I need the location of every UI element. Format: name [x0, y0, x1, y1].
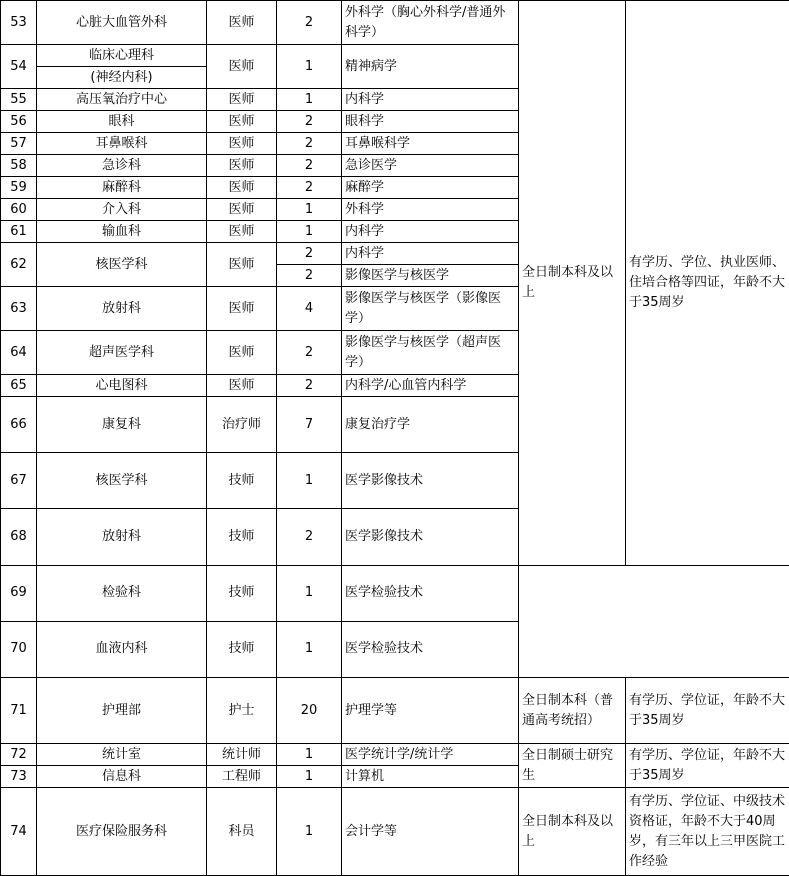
- department-cell: 耳鼻喉科: [37, 133, 207, 155]
- department-cell: 心脏大血管外科: [37, 1, 207, 45]
- row-number: 74: [1, 788, 37, 876]
- position-cell: 医师: [207, 199, 277, 221]
- position-cell: 医师: [207, 155, 277, 177]
- row-number: 72: [1, 744, 37, 766]
- count-cell: 1: [277, 45, 342, 89]
- major-cell: 影像医学与核医学（影像医学）: [342, 287, 519, 331]
- position-cell: 技师: [207, 621, 277, 677]
- requirement-cell: 有学历、学位证，年龄不大于35周岁: [626, 744, 789, 788]
- major-cell: 康复治疗学: [342, 397, 519, 453]
- department-subnote: (神经内科): [37, 67, 207, 89]
- table-row: [1, 678, 789, 744]
- row-number: 61: [1, 221, 37, 243]
- department-cell: 超声医学科: [37, 331, 207, 375]
- count-cell: 2: [277, 375, 342, 397]
- table-row: [1, 788, 789, 876]
- count-cell: 1: [277, 744, 342, 766]
- count-cell: 2: [277, 243, 342, 265]
- position-cell: 医师: [207, 177, 277, 199]
- position-cell: 医师: [207, 1, 277, 45]
- major-cell: 精神病学: [342, 45, 519, 89]
- row-number: 71: [1, 678, 37, 744]
- position-cell: 医师: [207, 45, 277, 89]
- count-cell: 1: [277, 766, 342, 788]
- department-cell: 输血科: [37, 221, 207, 243]
- department-cell: 核医学科: [37, 243, 207, 287]
- major-cell: 会计学等: [342, 788, 519, 876]
- count-cell: 2: [277, 133, 342, 155]
- count-cell: 1: [277, 565, 342, 621]
- row-number: 53: [1, 1, 37, 45]
- requirement-cell: 有学历、学位证，年龄不大于35周岁: [626, 678, 789, 744]
- major-cell: 医学影像技术: [342, 453, 519, 509]
- department-cell: 核医学科: [37, 453, 207, 509]
- count-cell: 2: [277, 177, 342, 199]
- major-cell: 影像医学与核医学（超声医学）: [342, 331, 519, 375]
- major-cell: 眼科学: [342, 111, 519, 133]
- count-cell: 2: [277, 111, 342, 133]
- row-number: 67: [1, 453, 37, 509]
- education-cell: 全日制本科及以上: [519, 1, 626, 566]
- row-number: 54: [1, 45, 37, 89]
- education-cell: 全日制本科及以上: [519, 788, 626, 876]
- count-cell: 1: [277, 89, 342, 111]
- department-cell: 放射科: [37, 287, 207, 331]
- department-cell: 血液内科: [37, 621, 207, 677]
- major-cell: 内科学: [342, 221, 519, 243]
- row-number: 58: [1, 155, 37, 177]
- department-cell: 心电图科: [37, 375, 207, 397]
- row-number: 56: [1, 111, 37, 133]
- major-cell: 医学影像技术: [342, 509, 519, 565]
- position-cell: 医师: [207, 375, 277, 397]
- major-cell: 内科学/心血管内科学: [342, 375, 519, 397]
- count-cell: 4: [277, 287, 342, 331]
- count-cell: 20: [277, 678, 342, 744]
- row-number: 66: [1, 397, 37, 453]
- count-cell: 1: [277, 453, 342, 509]
- major-cell: 急诊医学: [342, 155, 519, 177]
- position-cell: 科员: [207, 788, 277, 876]
- position-cell: 治疗师: [207, 397, 277, 453]
- row-number: 64: [1, 331, 37, 375]
- row-number: 69: [1, 565, 37, 621]
- count-cell: 1: [277, 788, 342, 876]
- department-cell: 护理部: [37, 678, 207, 744]
- major-cell: 医学检验技术: [342, 565, 519, 621]
- position-cell: 护士: [207, 678, 277, 744]
- position-cell: 医师: [207, 89, 277, 111]
- table-row: [1, 1, 789, 45]
- requirement-cell: 有学历、学位、执业医师、住培合格等四证，年龄不大于35周岁: [626, 1, 789, 566]
- department-cell: 眼科: [37, 111, 207, 133]
- department-cell: 麻醉科: [37, 177, 207, 199]
- row-number: 63: [1, 287, 37, 331]
- major-cell: 护理学等: [342, 678, 519, 744]
- requirement-cell: 有学历、学位证、中级技术资格证，年龄不大于40周岁，有三年以上三甲医院工作经验: [626, 788, 789, 876]
- position-cell: 技师: [207, 565, 277, 621]
- department-cell: 介入科: [37, 199, 207, 221]
- position-cell: 工程师: [207, 766, 277, 788]
- position-cell: 技师: [207, 509, 277, 565]
- major-cell: 耳鼻喉科学: [342, 133, 519, 155]
- row-number: 73: [1, 766, 37, 788]
- department-cell: 康复科: [37, 397, 207, 453]
- position-cell: 医师: [207, 133, 277, 155]
- major-cell: 医学检验技术: [342, 621, 519, 677]
- row-number: 70: [1, 621, 37, 677]
- count-cell: 1: [277, 199, 342, 221]
- department-cell: 医疗保险服务科: [37, 788, 207, 876]
- count-cell: 2: [277, 155, 342, 177]
- row-number: 55: [1, 89, 37, 111]
- count-cell: 7: [277, 397, 342, 453]
- department-cell: 临床心理科: [37, 45, 207, 67]
- position-cell: 医师: [207, 243, 277, 287]
- row-number: 68: [1, 509, 37, 565]
- table-row: [1, 744, 789, 766]
- row-number: 65: [1, 375, 37, 397]
- education-cell: 全日制硕士研究生: [519, 744, 626, 788]
- row-number: 57: [1, 133, 37, 155]
- count-cell: 1: [277, 621, 342, 677]
- position-cell: 医师: [207, 221, 277, 243]
- major-cell: 外科学: [342, 199, 519, 221]
- major-cell: 医学统计学/统计学: [342, 744, 519, 766]
- department-cell: 检验科: [37, 565, 207, 621]
- count-cell: 2: [277, 331, 342, 375]
- row-number: 62: [1, 243, 37, 287]
- major-cell: 外科学（胸心外科学/普通外科学）: [342, 1, 519, 45]
- position-cell: 技师: [207, 453, 277, 509]
- department-cell: 高压氧治疗中心: [37, 89, 207, 111]
- table-row: [1, 565, 789, 621]
- education-cell: 全日制本科（普通高考统招）: [519, 678, 626, 744]
- major-cell: 麻醉学: [342, 177, 519, 199]
- count-cell: 2: [277, 1, 342, 45]
- row-number: 60: [1, 199, 37, 221]
- table-row: [1, 621, 789, 677]
- major-cell: 影像医学与核医学: [342, 265, 519, 287]
- department-cell: 放射科: [37, 509, 207, 565]
- row-number: 59: [1, 177, 37, 199]
- count-cell: 2: [277, 509, 342, 565]
- position-cell: 医师: [207, 111, 277, 133]
- department-cell: 信息科: [37, 766, 207, 788]
- position-cell: 医师: [207, 331, 277, 375]
- department-cell: 统计室: [37, 744, 207, 766]
- position-cell: 统计师: [207, 744, 277, 766]
- count-cell: 2: [277, 265, 342, 287]
- major-cell: 计算机: [342, 766, 519, 788]
- count-cell: 1: [277, 221, 342, 243]
- major-cell: 内科学: [342, 243, 519, 265]
- major-cell: 内科学: [342, 89, 519, 111]
- position-cell: 医师: [207, 287, 277, 331]
- department-cell: 急诊科: [37, 155, 207, 177]
